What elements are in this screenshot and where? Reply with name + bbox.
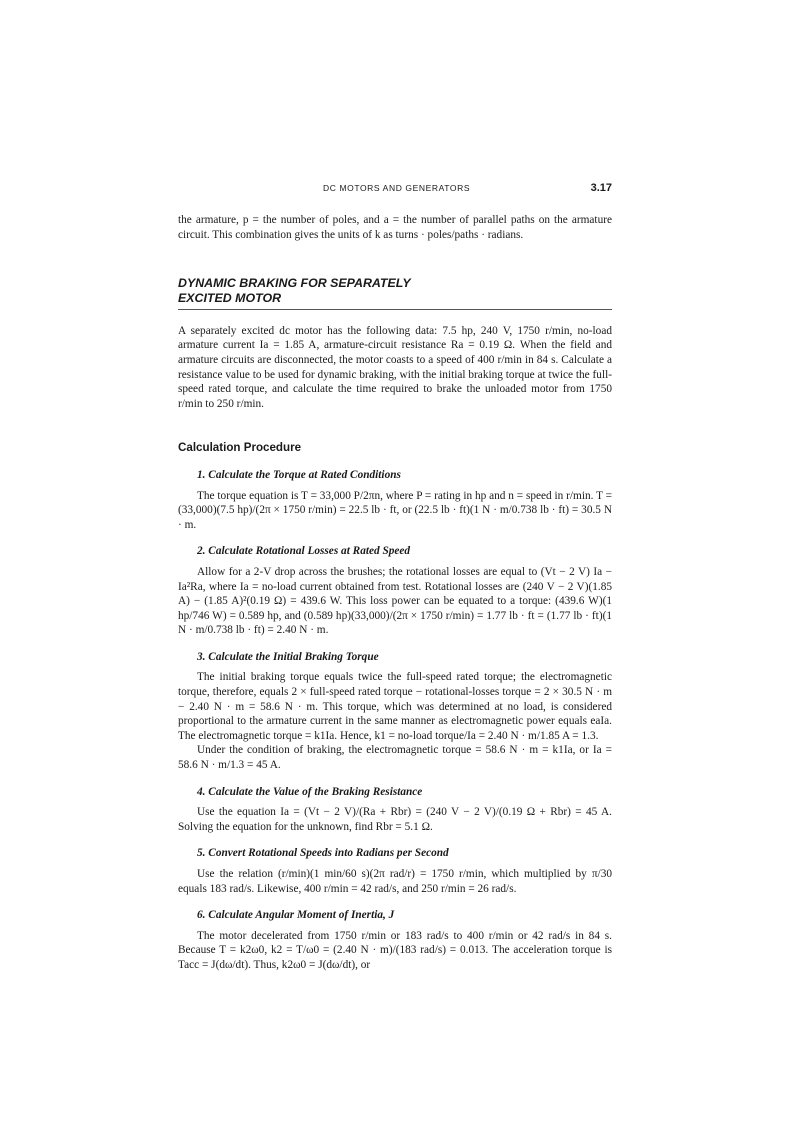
step-1-paragraph-1: The torque equation is T = 33,000 P/2πn, where P = rating in hp and n = speed in r/min. T = (33,000)(7.5 hp)/(2π × 1750 r/min) = 22.5 lb · ft, or (22.5 lb · ft)(1 N · m/0.738 lb · ft) = 30.5 N · m. bbox=[178, 489, 612, 531]
page-number: 3.17 bbox=[590, 182, 612, 194]
step-4-paragraph-1: Use the equation Ia = (Vt − 2 V)/(Ra + Rbr) = (240 V − 2 V)/(0.19 Ω + Rbr) = 45 A. Solving the equation for the unknown, find Rbr = 5.1 Ω. bbox=[178, 806, 612, 833]
step-1-title: 1. Calculate the Torque at Rated Conditions bbox=[197, 468, 401, 481]
section-title-line-2: EXCITED MOTOR bbox=[178, 290, 282, 305]
intro-paragraph: the armature, p = the number of poles, and a = the number of parallel paths on the armature circuit. This combination gives the units of k as turns · poles/paths · radians. bbox=[178, 214, 612, 241]
section-title bbox=[178, 276, 612, 310]
step-3-paragraph-2: Under the condition of braking, the electromagnetic torque = 58.6 N · m = k1Ia, or Ia = 58.6 N · m/1.3 = 45 A. bbox=[178, 744, 612, 772]
step-6-title: 6. Calculate Angular Moment of Inertia, J bbox=[197, 909, 395, 922]
problem-statement: A separately excited dc motor has the following data: 7.5 hp, 240 V, 1750 r/min, no-load armature current Ia = 1.85 A, armature-circuit resistance Ra = 0.19 Ω. When the field and armature circuits are disconnected, the motor coasts to a speed of 400 r/min in 84 s. Calculate a resistance value to be used for dynamic braking, with the initial braking torque at twice the full-speed rated torque, and calculate the time required to brake the unloaded motor from 1750 r/min to 250 r/min. bbox=[178, 324, 612, 410]
section-title-line-1: DYNAMIC BRAKING FOR SEPARATELY bbox=[178, 276, 411, 291]
step-3-title: 3. Calculate the Initial Braking Torque bbox=[197, 650, 379, 663]
step-2-title: 2. Calculate Rotational Losses at Rated Speed bbox=[197, 545, 411, 558]
step-2-body bbox=[178, 565, 612, 638]
running-head: DC MOTORS AND GENERATORS bbox=[323, 183, 471, 193]
step-5-paragraph-1: Use the relation (r/min)(1 min/60 s)(2π rad/r) = 1750 r/min, which multiplied by π/30 equals 183 rad/s. Likewise, 400 r/min = 42 rad/s, and 250 r/min = 26 rad/s. bbox=[178, 868, 612, 895]
step-3-body bbox=[178, 670, 612, 772]
page-header bbox=[178, 183, 612, 197]
procedure-heading: Calculation Procedure bbox=[178, 441, 302, 455]
step-5-body bbox=[178, 867, 612, 896]
step-6-body bbox=[178, 929, 612, 973]
step-4-body bbox=[178, 805, 612, 834]
step-1-body bbox=[178, 489, 612, 533]
step-2-paragraph-1: Allow for a 2-V drop across the brushes; the rotational losses are equal to (Vt − 2 V) Ia − Ia²Ra, where Ia = no-load current obtained from test. Rotational losses are (240 V − 2 V)(1.85 A) − (1.85 A)²(0.19 Ω) = 439.6 W. This loss power can be equated to a torque: (439.6 W)(1 hp/746 W) = 0.589 hp, and (0.589 hp)(33,000)/(2π × 1750 r/min) = 1.77 lb · ft = (1.77 lb · ft)(1 N · m/0.738 lb · ft) = 2.40 N · m. bbox=[178, 565, 612, 637]
page-body bbox=[178, 213, 612, 973]
step-6-paragraph-1: The motor decelerated from 1750 r/min or 183 rad/s to 400 r/min or 42 rad/s in 84 s. Because T = k2ω0, k2 = T/ω0 = (2.40 N · m)/(183 rad/s) = 0.013. The acceleration torque is Tacc = J(dω/dt). Thus, k2ω0 = J(dω/dt), or bbox=[178, 929, 612, 971]
step-4-title: 4. Calculate the Value of the Braking Resistance bbox=[197, 785, 423, 798]
step-5-title: 5. Convert Rotational Speeds into Radians per Second bbox=[197, 847, 449, 860]
step-3-paragraph-1: The initial braking torque equals twice the full-speed rated torque; the electromagnetic torque, therefore, equals 2 × full-speed rated torque − rotational-losses torque = 2 × 30.5 N · m − 2.40 N · m = 58.6 N · m. This torque, which was determined at no load, is considered proportional to the armature current in the same manner as electromagnetic power equals eaIa. The electromagnetic torque = k1Ia. Hence, k1 = no-load torque/Ia = 2.40 N · m/1.85 A = 1.3. bbox=[178, 671, 612, 742]
